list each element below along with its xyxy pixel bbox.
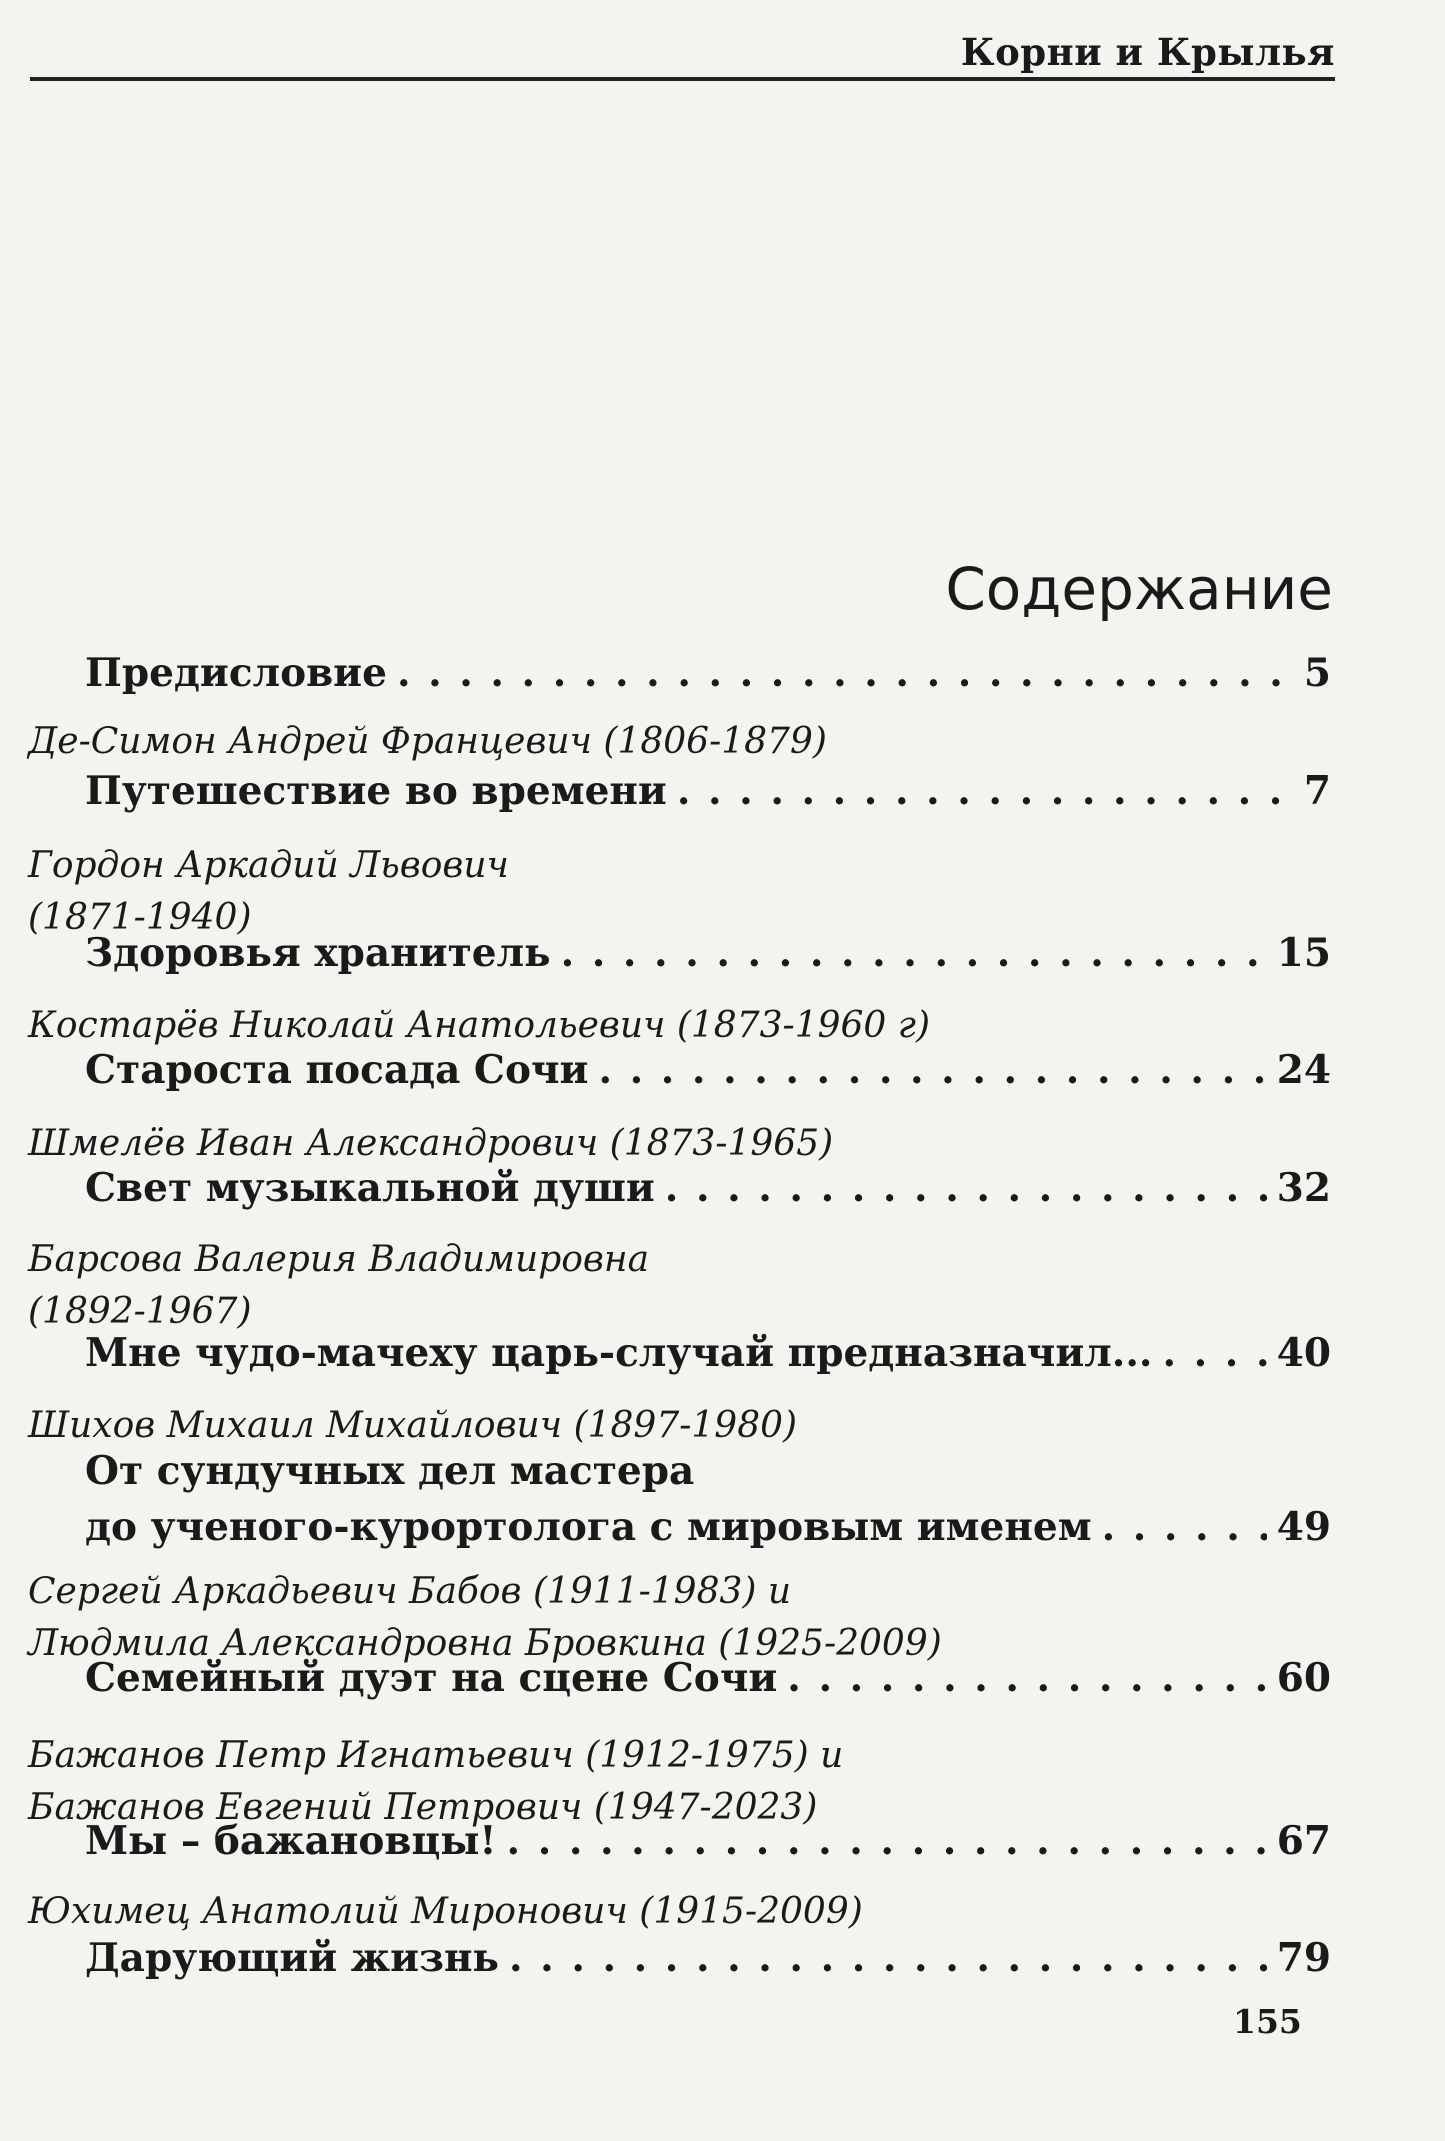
dot-leader <box>665 1165 1267 1211</box>
toc-entry <box>85 1818 1331 1874</box>
entry-title: Дарующий жизнь <box>85 1935 500 1981</box>
entry-title: Староста посада Сочи <box>85 1047 589 1093</box>
toc-entry <box>85 650 1331 706</box>
entry-author: Юхимец Анатолий Миронович (1915-2009) <box>28 1891 863 1932</box>
entry-title: Здоровья хранитель <box>85 930 551 976</box>
dot-leader <box>1163 1330 1267 1376</box>
entry-page: 15 <box>1276 930 1331 976</box>
entry-author: Шихов Михаил Михайлович (1897-1980) <box>28 1405 798 1446</box>
entry-author: Гордон Аркадий Львович (1871-1940) <box>28 845 509 938</box>
dot-leader <box>507 1818 1267 1864</box>
entry-title: Мы – бажановцы! <box>85 1818 497 1864</box>
running-head: Корни и Крылья <box>960 30 1335 74</box>
entry-title: Свет музыкальной души <box>85 1165 655 1211</box>
dot-leader <box>677 768 1294 814</box>
toc-entry <box>85 1935 1331 1991</box>
entry-author: Костарёв Николай Анатольевич (1873-1960 г) <box>28 1005 930 1046</box>
entry-title: до ученого-курортолога с мировым именем <box>85 1504 1092 1550</box>
entry-page: 32 <box>1276 1165 1331 1211</box>
entry-author: Барсова Валерия Владимировна (1892-1967) <box>28 1239 650 1332</box>
entry-title: Семейный дуэт на сцене Сочи <box>85 1655 778 1701</box>
page-number: 155 <box>1233 2002 1302 2041</box>
dot-leader <box>598 1047 1266 1093</box>
toc-entry <box>85 1655 1331 1711</box>
entry-title-line1: От сундучных дел мастера <box>85 1448 695 1494</box>
entry-title: Предисловие <box>85 650 387 696</box>
toc-entry <box>85 768 1331 824</box>
header-rule <box>30 77 1335 81</box>
dot-leader <box>397 650 1294 696</box>
entry-page: 79 <box>1276 1935 1331 1981</box>
toc-entry <box>85 1047 1331 1103</box>
entry-author: Бажанов Петр Игнатьевич (1912-1975) и Бажанов Евгений Петрович (1947-2023) <box>28 1735 844 1828</box>
entry-page: 49 <box>1276 1504 1331 1550</box>
entry-title: Мне чудо-мачеху царь-случай предназначил... <box>85 1330 1153 1376</box>
entry-author: Де-Симон Андрей Францевич (1806-1879) <box>28 721 827 762</box>
toc-title: Содержание <box>945 555 1333 623</box>
dot-leader <box>509 1935 1267 1981</box>
toc-entry <box>85 1448 1331 1560</box>
toc-entry <box>85 1165 1331 1221</box>
toc-entry <box>85 1330 1331 1386</box>
entry-page: 7 <box>1303 768 1331 814</box>
entry-page: 5 <box>1303 650 1331 696</box>
entry-page: 40 <box>1276 1330 1331 1376</box>
entry-title: Путешествие во времени <box>85 768 667 814</box>
toc-entry <box>85 930 1331 986</box>
entry-author: Шмелёв Иван Александрович (1873-1965) <box>28 1123 834 1164</box>
dot-leader <box>561 930 1267 976</box>
dot-leader <box>787 1655 1266 1701</box>
entry-page: 24 <box>1276 1047 1331 1093</box>
entry-page: 67 <box>1276 1818 1331 1864</box>
entry-page: 60 <box>1276 1655 1331 1701</box>
entry-author: Сергей Аркадьевич Бабов (1911-1983) и Людмила Александровна Бровкина (1925-2009) <box>28 1571 942 1664</box>
dot-leader <box>1102 1504 1267 1550</box>
